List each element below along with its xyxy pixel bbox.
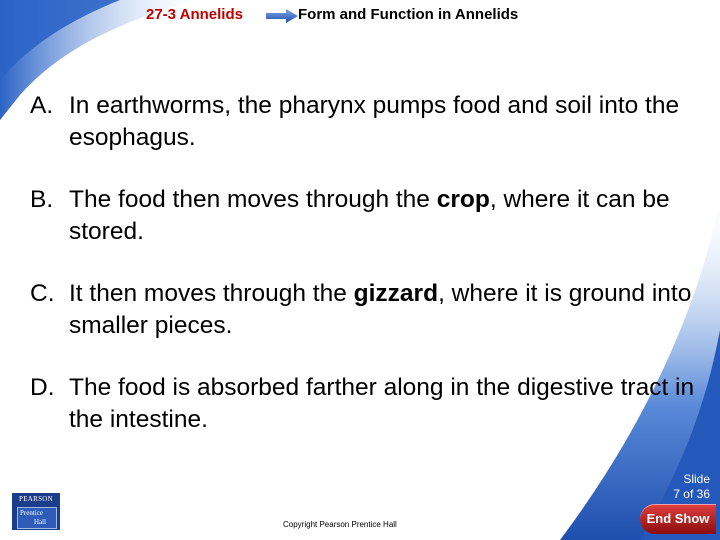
point-b xyxy=(30,184,710,248)
right-arrow-icon xyxy=(266,9,298,23)
point-text: In earthworms, the pharynx pumps food and soil into the esophagus. xyxy=(69,92,680,151)
point-letter: C. xyxy=(30,280,55,307)
logo-line-1: Prentice xyxy=(20,509,43,517)
point-c xyxy=(30,278,710,342)
content-list xyxy=(30,90,710,466)
point-text-end: , where it can be stored. xyxy=(69,186,670,245)
key-term-gizzard: gizzard xyxy=(353,280,439,307)
logo-brand: PEARSON xyxy=(19,495,53,503)
slide-count: 7 of 36 xyxy=(673,487,710,501)
slide-counter xyxy=(673,472,710,502)
section-title: 27-3 Annelids xyxy=(146,6,243,23)
point-letter: D. xyxy=(30,374,55,401)
copyright-text: Copyright Pearson Prentice Hall xyxy=(283,520,397,529)
point-text: The food then moves through the xyxy=(69,186,437,213)
point-letter: B. xyxy=(30,186,54,213)
slide-header xyxy=(0,6,720,28)
prentice-hall-badge xyxy=(17,507,57,529)
point-d xyxy=(30,372,710,436)
end-show-button[interactable]: End Show xyxy=(640,504,716,534)
point-letter: A. xyxy=(30,92,54,119)
pearson-logo xyxy=(12,493,60,530)
slide-label: Slide xyxy=(683,472,710,486)
key-term-crop: crop xyxy=(436,186,490,213)
logo-line-2: Hall xyxy=(34,518,47,526)
point-text: The food is absorbed farther along in the digestive tract in the intestine. xyxy=(69,374,695,433)
slide-title: Form and Function in Annelids xyxy=(298,6,519,23)
point-text: It then moves through the xyxy=(69,280,354,307)
point-a xyxy=(30,90,710,154)
point-text-end: , where it is ground into smaller pieces. xyxy=(69,280,692,339)
